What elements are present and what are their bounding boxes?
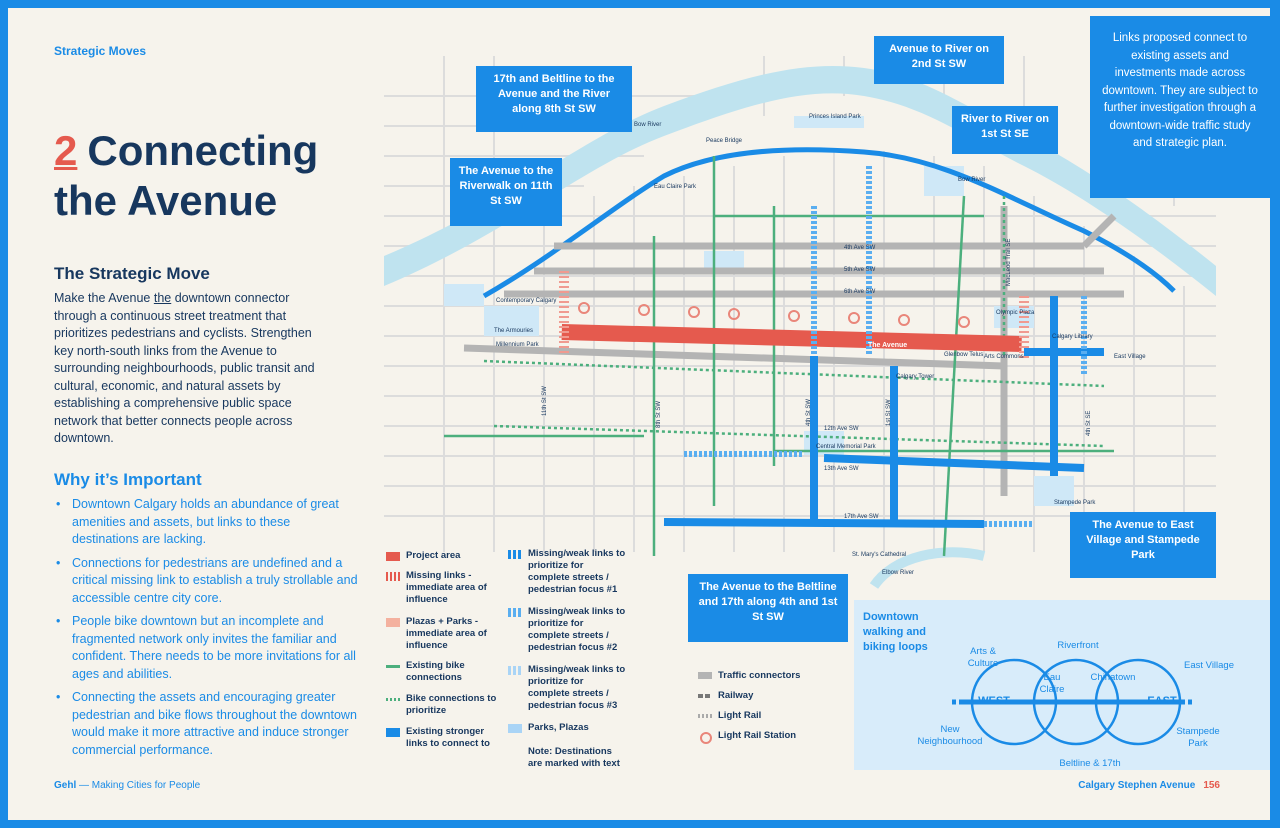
page-number: 156 (1203, 780, 1220, 791)
loop-chinatown: Chinatown (1090, 672, 1136, 683)
why-bullets (54, 496, 359, 765)
legend-label: Missing links - immediate area of influence (406, 570, 487, 605)
callout-beltline: The Avenue to the Beltline and 17th along 4th and 1st St SW (688, 574, 848, 642)
swatch-stronger (386, 728, 400, 737)
label-bow-river: Bow River (634, 122, 662, 128)
legend-traffic (698, 670, 828, 682)
legend-plazas-parks (386, 616, 502, 652)
legend-label: Existing stronger links to connect to (406, 726, 490, 749)
footer-brand (54, 780, 200, 791)
label-4th-st-se: 4th St SE (1086, 410, 1092, 436)
label-the-avenue: The Avenue (868, 342, 908, 349)
why-heading: Why it’s Important (54, 470, 202, 489)
label-6th-ave: 6th Ave SW (844, 289, 876, 295)
label-8th-st: 8th St SW (656, 400, 662, 428)
legend-label: Missing/weak links to prioritize for complete streets / pedestrian focus #1 (528, 548, 626, 595)
strategic-text-underlined: the (153, 291, 172, 305)
callout-11th-st: The Avenue to the Riverwalk on 11th St SW (450, 158, 562, 226)
label-4th-ave: 4th Ave SW (844, 245, 876, 251)
strategic-move-text (54, 290, 324, 448)
label-glenbow: Glenbow Telus (944, 352, 984, 358)
page-title (54, 126, 374, 226)
legend-missing-links (386, 570, 502, 606)
swatch-traffic (698, 672, 712, 679)
map-legend (386, 546, 806, 786)
label-olympic-plaza: Olympic Plaza (996, 310, 1035, 316)
legend-label: Bike connections to prioritize (406, 693, 497, 716)
legend-label: Project area (406, 550, 461, 561)
loop-east: EAST (1147, 695, 1177, 707)
legend-light-rail (698, 710, 828, 722)
swatch-focus1 (508, 550, 522, 559)
label-eau-claire: Eau Claire Park (654, 184, 697, 190)
label-12th-ave: 12th Ave SW (824, 426, 859, 432)
legend-focus3 (508, 664, 626, 712)
legend-existing-stronger (386, 726, 502, 750)
label-millennium: Millennium Park (496, 342, 539, 348)
swatch-plazas (386, 618, 400, 627)
title-number: 2 (54, 127, 78, 174)
label-library: Calgary Library (1052, 334, 1093, 340)
loop-beltline: Beltline & 17th (1059, 758, 1121, 769)
swatch-bike (386, 665, 400, 668)
legend-label: Parks, Plazas (528, 722, 589, 733)
legend-label: Light Rail (718, 710, 762, 721)
legend-parks (508, 722, 626, 734)
label-5th-ave: 5th Ave SW (844, 267, 876, 273)
swatch-focus3 (508, 666, 522, 675)
footer-tagline: — Making Cities for People (76, 780, 201, 791)
loops-inset (854, 600, 1270, 770)
legend-project-area (386, 550, 516, 562)
callout-east-village: The Avenue to East Village and Stampede Park (1070, 512, 1216, 578)
why-bullet: • Downtown Calgary holds an abundance of great amenities and assets, but links to these destinations are lacking. (54, 496, 359, 549)
legend-label: Missing/weak links to prioritize for complete streets / pedestrian focus #2 (528, 606, 626, 653)
strategic-move-heading: The Strategic Move (54, 264, 210, 283)
swatch-lrt (700, 732, 712, 744)
project-area-avenue (562, 324, 1022, 352)
legend-bike-prioritize (386, 693, 506, 717)
legend-note: Note: Destinations are marked with text (528, 746, 620, 769)
swatch-bike-dashed (386, 698, 400, 701)
footer-brand-name: Gehl (54, 780, 77, 791)
swatch-missing (386, 572, 400, 581)
label-4th-st: 4th St SW (806, 398, 812, 426)
swatch-focus2 (508, 608, 522, 617)
label-bow-river-east: Bow River (958, 177, 986, 183)
title-text: Connecting the Avenue (54, 127, 319, 224)
strategic-text-a: Make the Avenue (54, 291, 154, 305)
loop-new-neighbourhood: New Neighbourhood (917, 724, 983, 747)
label-central-memorial: Central Memorial Park (816, 444, 876, 450)
legend-label: Missing/weak links to prioritize for complete streets / pedestrian focus #3 (528, 664, 626, 711)
legend-label: Traffic connectors (718, 670, 801, 681)
legend-label: Existing bike connections (406, 660, 465, 683)
label-armouries: The Armouries (494, 328, 534, 334)
label-11th-st: 11th St SW (542, 386, 548, 416)
swatch-railway (698, 694, 712, 698)
loop-east-village: East Village (1184, 660, 1234, 671)
label-calgary-tower: Calgary Tower (896, 374, 935, 380)
why-bullet: • People bike downtown but an incomplete and fragmented network only invites the familiar and confident. There needs to be more invitations for all ages and abilities. (54, 613, 359, 683)
loop-riverfront: Riverfront (1057, 640, 1099, 651)
label-princes-island: Princes Island Park (809, 114, 861, 120)
loops-title: Downtown walking and biking loops (863, 611, 928, 653)
label-13th-ave: 13th Ave SW (824, 466, 859, 472)
legend-existing-bike (386, 660, 502, 684)
label-macleod: MacLeod Trail SE (1006, 238, 1012, 286)
loop-eau-claire: Eau Claire (1039, 672, 1065, 695)
loop-west: WEST (978, 695, 1010, 707)
why-bullet: • Connecting the assets and encouraging greater pedestrian and bike flows throughout the downtown would make it more attractive and induce stronger commercial performance. (54, 689, 359, 759)
callout-1st-st-se: River to River on 1st St SE (952, 106, 1058, 154)
legend-focus1 (508, 548, 626, 596)
footer-doc-title: Calgary Stephen Avenue (1078, 780, 1196, 791)
legend-label: Plazas + Parks - immediate area of influence (406, 616, 487, 651)
loop-stampede-park: Stampede Park (1176, 726, 1220, 749)
legend-focus2 (508, 606, 626, 654)
label-peace-bridge: Peace Bridge (706, 138, 743, 144)
label-arts-commons: Arts Commons (984, 354, 1024, 360)
note-box: Links proposed connect to existing assets and investments made across downtown. They are subject to further investigation through a downtown-wide traffic study and strategic plan. (1090, 16, 1270, 198)
label-east-village: East Village (1114, 354, 1146, 360)
label-st-marys: St. Mary's Cathedral (852, 552, 907, 558)
legend-label: Railway (718, 690, 754, 701)
label-1st-st: 1st St SW (886, 399, 892, 426)
footer-doc (1078, 780, 1220, 791)
strategic-text-b: downtown connector through a continuous street treatment that prioritizes pedestrians and cyclists. Strengthen key north-south links from the Avenue to surrounding neighbourhoods, public transit and cultural, economic, and natural assets by establishing a comprehensive public space network that better connects people across downtown. (54, 291, 315, 445)
callout-8th-st: 17th and Beltline to the Avenue and the River along 8th St SW (476, 66, 632, 132)
legend-label: Light Rail Station (718, 730, 797, 741)
label-elbow-river: Elbow River (882, 570, 915, 576)
page (8, 8, 1270, 820)
callout-2nd-st: Avenue to River on 2nd St SW (874, 36, 1004, 84)
label-contemporary: Contemporary Calgary (496, 298, 557, 304)
loop-arts-culture: Arts & Culture (967, 646, 999, 669)
legend-lrt-station (698, 730, 828, 742)
section-label: Strategic Moves (54, 44, 147, 58)
swatch-project (386, 552, 400, 561)
legend-railway (698, 690, 828, 702)
swatch-light-rail (698, 714, 712, 718)
label-stampede-park: Stampede Park (1054, 500, 1096, 506)
why-bullet: • Connections for pedestrians are undefined and a critical missing link to establish a truly strollable and accessible centre city core. (54, 555, 359, 608)
swatch-parks (508, 724, 522, 733)
label-17th-ave: 17th Ave SW (844, 514, 879, 520)
